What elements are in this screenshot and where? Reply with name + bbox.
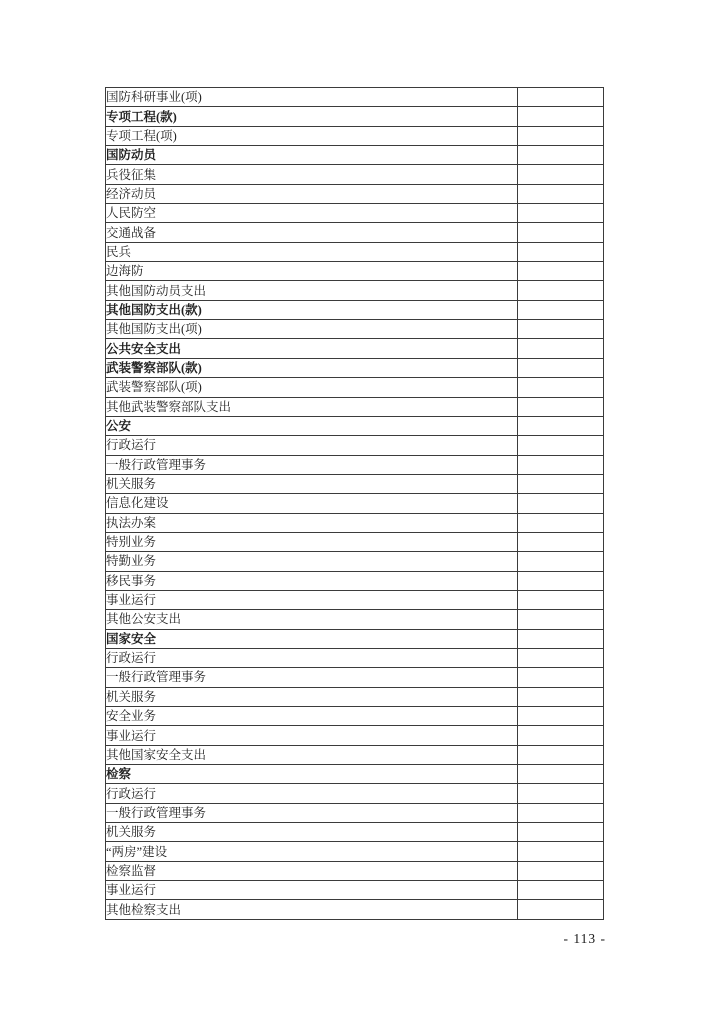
row-label: 机关服务 (106, 687, 518, 706)
table-row (106, 745, 604, 764)
row-value (518, 242, 604, 261)
table-row (106, 571, 604, 590)
table-row (106, 610, 604, 629)
row-label: 其他国防支出(项) (106, 320, 518, 339)
table-row (106, 339, 604, 358)
row-value (518, 707, 604, 726)
table-row (106, 474, 604, 493)
budget-table-body (106, 88, 604, 920)
row-label: “两房”建设 (106, 842, 518, 861)
row-value (518, 378, 604, 397)
row-label: 其他公安支出 (106, 610, 518, 629)
row-label: 事业运行 (106, 726, 518, 745)
row-value (518, 590, 604, 609)
row-label: 其他武装警察部队支出 (106, 397, 518, 416)
budget-table (105, 87, 604, 920)
table-row (106, 378, 604, 397)
table-row (106, 552, 604, 571)
row-value (518, 552, 604, 571)
table-row (106, 803, 604, 822)
table-row (106, 300, 604, 319)
table-row (106, 784, 604, 803)
table-row (106, 455, 604, 474)
table-row (106, 648, 604, 667)
table-row (106, 146, 604, 165)
row-value (518, 610, 604, 629)
table-row (106, 532, 604, 551)
row-value (518, 494, 604, 513)
row-value (518, 281, 604, 300)
row-label: 专项工程(款) (106, 107, 518, 126)
row-label: 其他国防动员支出 (106, 281, 518, 300)
row-label: 行政运行 (106, 648, 518, 667)
row-label: 信息化建设 (106, 494, 518, 513)
table-row (106, 242, 604, 261)
row-label: 特勤业务 (106, 552, 518, 571)
row-label: 一般行政管理事务 (106, 803, 518, 822)
row-label: 机关服务 (106, 823, 518, 842)
row-label: 一般行政管理事务 (106, 668, 518, 687)
table-row (106, 204, 604, 223)
row-label: 其他国防支出(款) (106, 300, 518, 319)
table-row (106, 107, 604, 126)
row-label: 国防科研事业(项) (106, 88, 518, 107)
table-row (106, 842, 604, 861)
table-row (106, 513, 604, 532)
table-row (106, 416, 604, 435)
table-row (106, 358, 604, 377)
table-row (106, 726, 604, 745)
table-row (106, 765, 604, 784)
table-row (106, 707, 604, 726)
row-label: 边海防 (106, 262, 518, 281)
row-value (518, 223, 604, 242)
table-row (106, 668, 604, 687)
table-row (106, 861, 604, 880)
row-value (518, 648, 604, 667)
row-label: 事业运行 (106, 881, 518, 900)
table-row (106, 320, 604, 339)
row-value (518, 629, 604, 648)
row-label: 其他国家安全支出 (106, 745, 518, 764)
row-value (518, 765, 604, 784)
row-label: 经济动员 (106, 184, 518, 203)
row-label: 事业运行 (106, 590, 518, 609)
row-label: 人民防空 (106, 204, 518, 223)
row-value (518, 474, 604, 493)
row-value (518, 262, 604, 281)
row-value (518, 900, 604, 919)
row-label: 执法办案 (106, 513, 518, 532)
row-value (518, 668, 604, 687)
table-row (106, 281, 604, 300)
row-label: 一般行政管理事务 (106, 455, 518, 474)
row-value (518, 842, 604, 861)
row-label: 行政运行 (106, 784, 518, 803)
table-row (106, 88, 604, 107)
row-label: 公安 (106, 416, 518, 435)
row-value (518, 165, 604, 184)
row-label: 武装警察部队(款) (106, 358, 518, 377)
table-row (106, 629, 604, 648)
row-value (518, 513, 604, 532)
row-label: 专项工程(项) (106, 126, 518, 145)
row-value (518, 861, 604, 880)
row-label: 其他检察支出 (106, 900, 518, 919)
row-value (518, 532, 604, 551)
row-value (518, 881, 604, 900)
row-label: 兵役征集 (106, 165, 518, 184)
table-row (106, 687, 604, 706)
row-value (518, 436, 604, 455)
table-row (106, 223, 604, 242)
row-value (518, 455, 604, 474)
row-value (518, 687, 604, 706)
row-label: 公共安全支出 (106, 339, 518, 358)
row-value (518, 184, 604, 203)
row-value (518, 571, 604, 590)
table-row (106, 436, 604, 455)
row-value (518, 320, 604, 339)
row-value (518, 358, 604, 377)
row-value (518, 416, 604, 435)
table-row (106, 397, 604, 416)
table-row (106, 900, 604, 919)
row-value (518, 88, 604, 107)
row-value (518, 803, 604, 822)
row-label: 国防动员 (106, 146, 518, 165)
row-label: 检察监督 (106, 861, 518, 880)
row-label: 民兵 (106, 242, 518, 261)
row-value (518, 204, 604, 223)
page-number: - 113 - (563, 931, 606, 946)
row-value (518, 823, 604, 842)
table-row (106, 494, 604, 513)
row-value (518, 745, 604, 764)
table-row (106, 165, 604, 184)
row-value (518, 107, 604, 126)
row-label: 安全业务 (106, 707, 518, 726)
row-value (518, 339, 604, 358)
row-value (518, 726, 604, 745)
table-row (106, 126, 604, 145)
row-label: 移民事务 (106, 571, 518, 590)
row-value (518, 146, 604, 165)
table-row (106, 823, 604, 842)
row-value (518, 126, 604, 145)
table-row (106, 262, 604, 281)
row-value (518, 397, 604, 416)
row-label: 检察 (106, 765, 518, 784)
row-label: 特别业务 (106, 532, 518, 551)
row-label: 武装警察部队(项) (106, 378, 518, 397)
row-label: 交通战备 (106, 223, 518, 242)
row-label: 国家安全 (106, 629, 518, 648)
table-row (106, 184, 604, 203)
row-value (518, 300, 604, 319)
table-row (106, 590, 604, 609)
row-value (518, 784, 604, 803)
row-label: 行政运行 (106, 436, 518, 455)
table-row (106, 881, 604, 900)
row-label: 机关服务 (106, 474, 518, 493)
